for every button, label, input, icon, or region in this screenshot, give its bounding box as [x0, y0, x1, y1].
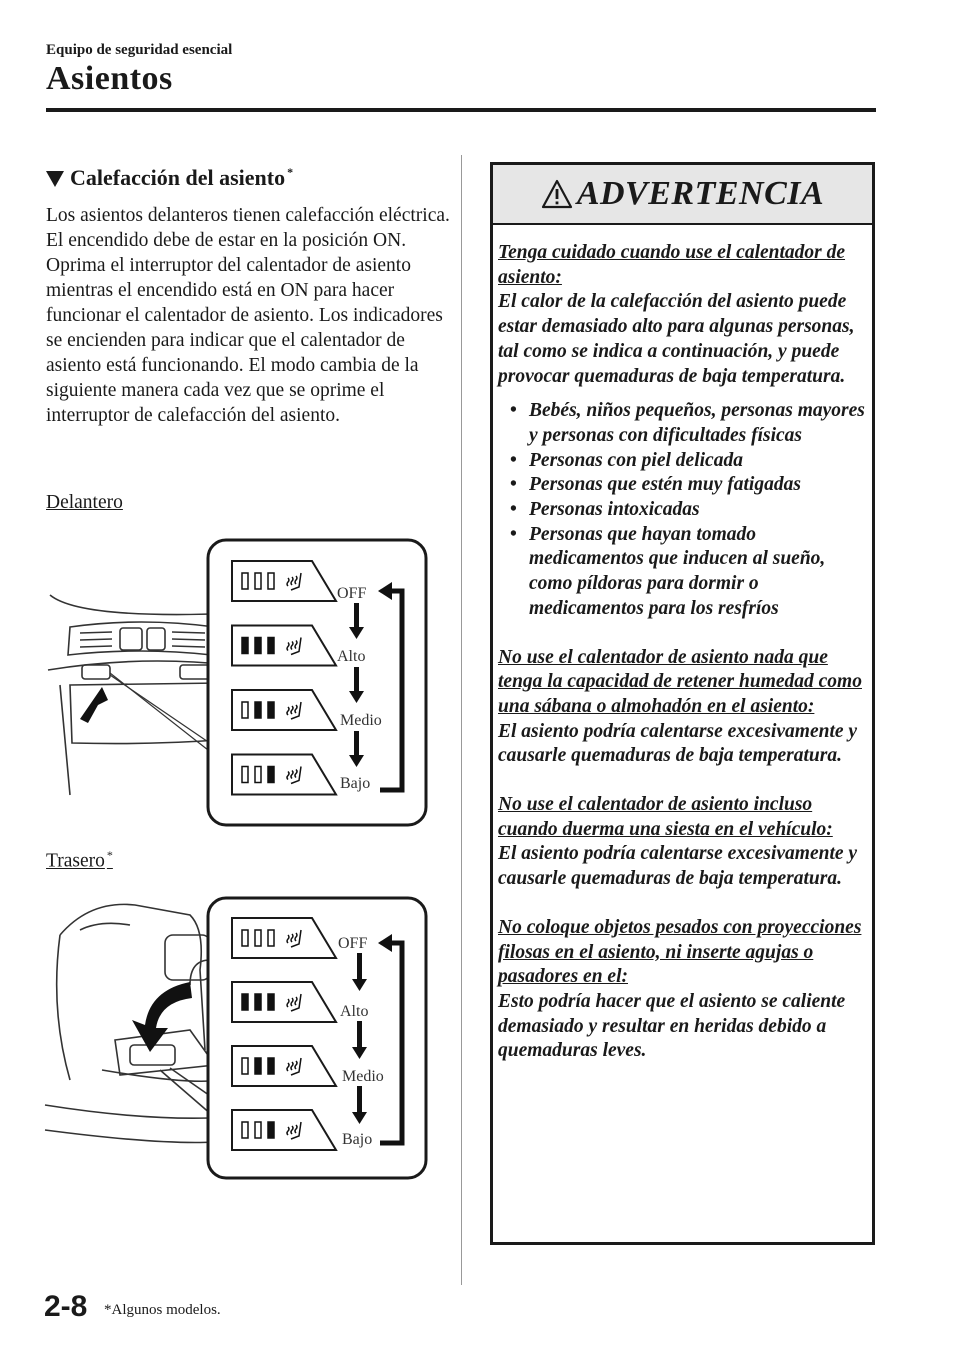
- warning-bullet: • Personas que hayan tomado medicamentos que inducen al sueño, como píldoras para dormir o medicamentos para los resfríos: [498, 523, 868, 622]
- warning-item-text: El asiento podría calentarse excesivamente y causarle quemaduras de baja temperatura.: [498, 843, 858, 890]
- front-lamp-icon: [242, 638, 248, 654]
- rear-lamp-icon: [255, 930, 261, 946]
- rear-lamp-icon: [255, 994, 261, 1010]
- front-lamp-icon: [268, 573, 274, 589]
- rear-lamp-icon: [242, 994, 248, 1010]
- warning-box: [490, 162, 875, 1245]
- front-mode-alto: Alto: [337, 648, 366, 665]
- section-heading: [46, 165, 293, 191]
- rear-lamp-icon: [268, 930, 274, 946]
- body-text: [46, 203, 451, 428]
- page-number: 2-8: [44, 1290, 88, 1323]
- warning-bullet-list: [498, 399, 868, 621]
- front-lamp-icon: [268, 767, 274, 783]
- section-heading-text: Calefacción del asiento: [70, 165, 286, 190]
- front-lamp-icon: [268, 638, 274, 654]
- title-rule: [46, 108, 876, 112]
- rear-mode-medio: Medio: [342, 1068, 384, 1085]
- rear-lamp-icon: [242, 930, 248, 946]
- warning-bullet: • Bebés, niños pequeños, personas mayores y personas con dificultades físicas: [498, 399, 868, 448]
- rear-lamp-icon: [268, 1122, 274, 1138]
- rear-label: [46, 848, 113, 873]
- warning-item-heading: No use el calentador de asiento incluso cuando duerma una siesta en el vehículo:: [498, 794, 833, 840]
- footnote: *Algunos modelos.: [104, 1302, 221, 1318]
- column-divider: [461, 155, 462, 1285]
- rear-mode-alto: Alto: [340, 1003, 369, 1020]
- warning-intro-heading: Tenga cuidado cuando use el calentador de asiento:: [498, 242, 846, 288]
- warning-bullet: • Personas intoxicadas: [498, 498, 868, 523]
- warning-item-1: [498, 646, 868, 770]
- warning-header: [493, 165, 872, 225]
- page-title: Asientos: [46, 60, 173, 97]
- heading-footnote-mark: *: [287, 165, 294, 179]
- front-lamp-icon: [255, 573, 261, 589]
- rear-seat-heater-illustration: [40, 890, 430, 1180]
- body-paragraph-1: Los asientos delanteros tienen calefacción eléctrica. El encendido debe de estar en la posición ON.: [46, 205, 450, 251]
- triangle-bullet-icon: [46, 171, 64, 187]
- rear-label-text: Trasero: [46, 850, 105, 872]
- front-press-arrow-icon: [80, 687, 108, 723]
- warning-item-heading: No coloque objetos pesados con proyecciones filosas en el asiento, ni inserte agujas o pasadores en el:: [498, 916, 862, 988]
- front-lamp-icon: [242, 573, 248, 589]
- front-lamp-icon: [255, 702, 261, 718]
- warning-bullet: • Personas con piel delicada: [498, 449, 868, 474]
- front-lamp-icon: [268, 702, 274, 718]
- rear-mode-bajo: Bajo: [342, 1131, 373, 1148]
- rear-lamp-icon: [255, 1058, 261, 1074]
- rear-fold-arrow-icon: [132, 982, 192, 1052]
- front-mode-bajo: Bajo: [340, 775, 371, 792]
- rear-lamp-icon: [255, 1122, 261, 1138]
- section-label: Equipo de seguridad esencial: [46, 42, 233, 58]
- rear-mode-off: OFF: [338, 935, 368, 952]
- front-lamp-icon: [255, 767, 261, 783]
- body-paragraph-2: Oprima el interruptor del calentador de asiento mientras el encendido está en ON para hacer funcionar el calentador de asiento. Los indicadores se encienden para indicar que el calentador de asiento está funcionando. El modo cambia de la siguiente manera cada vez que se oprime el interruptor de calefacción del asiento.: [46, 255, 443, 426]
- rear-lamp-icon: [242, 1058, 248, 1074]
- warning-title: ADVERTENCIA: [576, 175, 825, 212]
- warning-item-2: [498, 793, 868, 892]
- front-mode-medio: Medio: [340, 712, 382, 729]
- front-lamp-icon: [255, 638, 261, 654]
- rear-lamp-icon: [268, 994, 274, 1010]
- warning-bullet: • Personas que estén muy fatigadas: [498, 473, 868, 498]
- front-lamp-icon: [242, 702, 248, 718]
- warning-item-heading: No use el calentador de asiento nada que tenga la capacidad de retener humedad como una sábana o almohadón en el asiento:: [498, 646, 862, 717]
- warning-item-text: Esto podría hacer que el asiento se caliente demasiado y resultar en heridas debido a quemaduras leves.: [498, 990, 846, 1062]
- warning-item-3: [498, 916, 868, 1064]
- warning-triangle-icon: [541, 179, 573, 209]
- front-label: Delantero: [46, 492, 123, 513]
- warning-item-text: El asiento podría calentarse excesivamente y causarle quemaduras de baja temperatura.: [498, 720, 858, 767]
- front-seat-heater-illustration: [40, 535, 430, 830]
- rear-lamp-icon: [268, 1058, 274, 1074]
- front-mode-off: OFF: [337, 585, 367, 602]
- front-lamp-icon: [242, 767, 248, 783]
- warning-body: [498, 241, 868, 1088]
- rear-seat-drawing: [45, 904, 220, 1142]
- rear-footnote-mark: *: [106, 848, 113, 862]
- rear-lamp-icon: [242, 1122, 248, 1138]
- warning-intro-text: El calor de la calefacción del asiento puede estar demasiado alto para algunas personas, tal como se indica a continuación, y puede provocar quemaduras de baja temperatura.: [498, 291, 855, 387]
